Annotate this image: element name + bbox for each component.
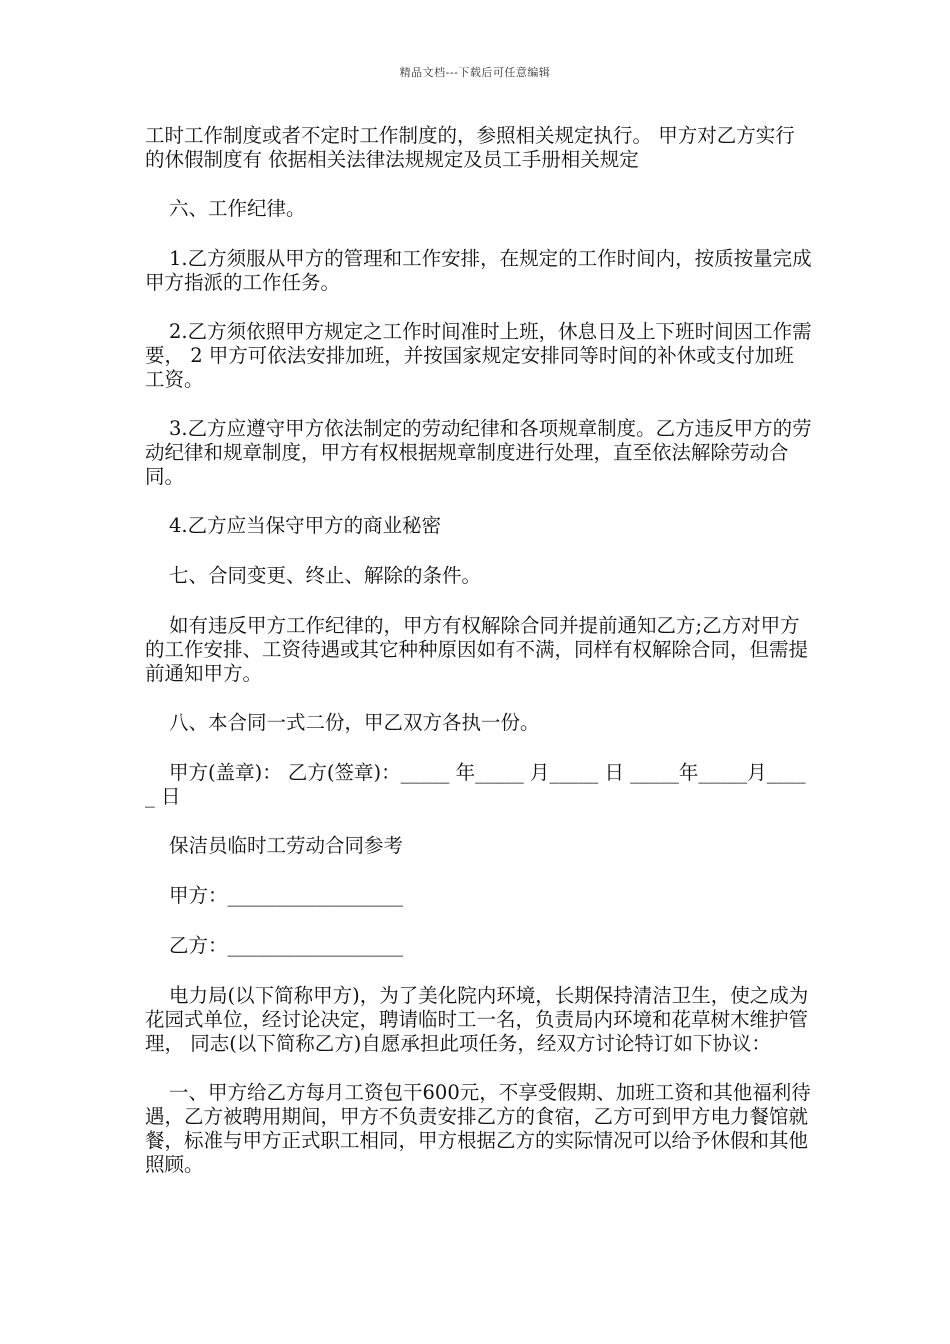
- paragraph-work-hours: 工时工作制度或者不定时工作制度的，参照相关规定执行。 甲方对乙方实行的休假制度有 依据相关法律法规规定及员工手册相关规定: [145, 124, 795, 171]
- clause-4: 4.乙方应当保守甲方的商业秘密: [169, 514, 442, 537]
- document-title: 保洁员临时工劳动合同参考: [169, 834, 404, 857]
- clause-salary: 一、甲方给乙方每月工资包干600元，不享受假期、加班工资和其他福利待遇，乙方被聘用期间，甲方不负责安排乙方的食宿，乙方可到甲方电力餐馆就餐，标准与甲方正式职工相同，甲方根据乙方的实际情况可以给予休假和其他照顾。: [145, 1081, 811, 1176]
- signature-line: 甲方(盖章)： 乙方(签章)：_____ 年_____ 月_____ 日 _____年_____月_____ 日: [145, 761, 806, 808]
- party-b-line: 乙方：__________________: [169, 934, 404, 957]
- clause-3: 3.乙方应遵守甲方依法制定的劳动纪律和各项规章制度。乙方违反甲方的劳动纪律和规章制度，甲方有权根据规章制度进行处理，直至依法解除劳动合同。: [145, 417, 812, 488]
- party-a-line: 甲方：__________________: [169, 884, 404, 907]
- clause-1: 1.乙方须服从甲方的管理和工作安排，在规定的工作时间内，按质按量完成甲方指派的工作任务。: [145, 247, 812, 294]
- section-heading-copies: 八、本合同一式二份，甲乙双方各执一份。: [169, 711, 540, 734]
- document-body: [145, 124, 813, 1202]
- section-heading-work-discipline: 六、工作纪律。: [169, 197, 306, 220]
- section-heading-contract-change: 七、合同变更、终止、解除的条件。: [169, 564, 482, 587]
- paragraph-preamble: 电力局(以下简称甲方)，为了美化院内环境，长期保持清洁卫生，使之成为花园式单位，经讨论决定，聘请临时工一名，负责局内环境和花草树木维护管理， 同志(以下简称乙方)自愿承担此项任务，经双方讨论特订如下协议：: [145, 984, 809, 1055]
- clause-2: 2.乙方须依照甲方规定之工作时间准时上班，休息日及上下班时间因工作需要， 2 甲方可依法安排加班，并按国家规定安排同等时间的补休或支付加班工资。: [145, 320, 812, 391]
- page-header: 精品文档---下载后可任意编辑: [399, 66, 551, 79]
- paragraph-termination: 如有违反甲方工作纪律的，甲方有权解除合同并提前通知乙方;乙方对甲方的工作安排、工资待遇或其它种种原因如有不满，同样有权解除合同，但需提前通知甲方。: [145, 614, 809, 685]
